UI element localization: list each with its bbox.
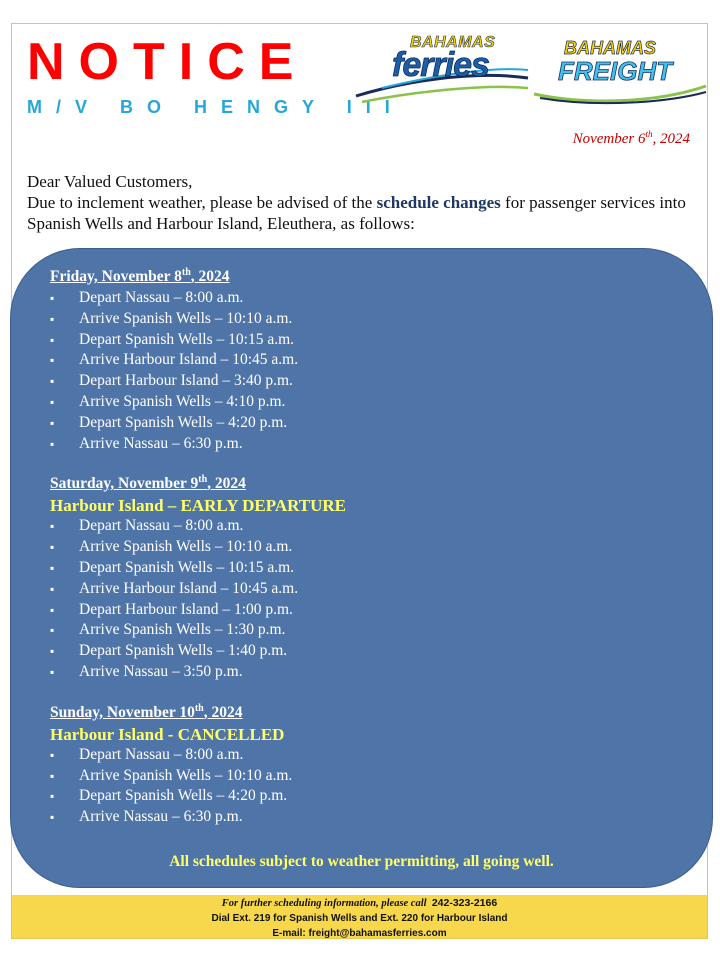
notice-title: NOTICE [27, 33, 308, 91]
ferries-logo-top: BAHAMAS [410, 34, 496, 51]
list-item: ▪ Arrive Harbour Island – 10:45 a.m. [50, 350, 690, 371]
day-heading: Friday, November 8th, 2024 [50, 266, 230, 285]
list-item: ▪ Arrive Nassau – 6:30 p.m. [50, 434, 690, 455]
bahamas-ferries-logo [352, 32, 530, 108]
list-item: ▪ Arrive Harbour Island – 10:45 a.m. [50, 579, 690, 600]
list-item: ▪ Depart Spanish Wells – 10:15 a.m. [50, 330, 690, 351]
stop-list [50, 745, 690, 828]
greeting: Dear Valued Customers, [27, 172, 193, 191]
list-item: ▪ Arrive Spanish Wells – 1:30 p.m. [50, 620, 690, 641]
footer-phone[interactable]: 242-323-2166 [431, 897, 498, 909]
footer-email[interactable]: E-mail: freight@bahamasferries.com [272, 928, 447, 939]
stop-list [50, 288, 690, 454]
list-item: ▪ Depart Spanish Wells – 4:20 p.m. [50, 413, 690, 434]
list-item: ▪ Arrive Spanish Wells – 10:10 a.m. [50, 309, 690, 330]
stop-list [50, 516, 690, 682]
schedule-day-saturday [50, 473, 690, 682]
schedule-list [50, 266, 690, 847]
day-heading: Sunday, November 10th, 2024 [50, 702, 243, 721]
list-item: ▪ Depart Spanish Wells – 4:20 p.m. [50, 786, 690, 807]
day-status: Harbour Island – EARLY DEPARTURE [50, 496, 347, 516]
list-item: ▪ Arrive Spanish Wells – 4:10 p.m. [50, 392, 690, 413]
vessel-name: M/V BO HENGY III [27, 97, 404, 117]
weather-footnote: All schedules subject to weather permitting, all going well. [169, 853, 554, 870]
list-item: ▪ Arrive Spanish Wells – 10:10 a.m. [50, 537, 690, 558]
list-item: ▪ Depart Nassau – 8:00 a.m. [50, 516, 690, 537]
list-item: ▪ Depart Nassau – 8:00 a.m. [50, 745, 690, 766]
schedule-day-sunday [50, 702, 690, 828]
freight-logo-main: FREIGHT [558, 56, 673, 86]
list-item: ▪ Arrive Nassau – 6:30 p.m. [50, 807, 690, 828]
ferries-logo-main: ferries [392, 46, 489, 84]
list-item: ▪ Depart Spanish Wells – 10:15 a.m. [50, 558, 690, 579]
intro-paragraph [27, 171, 697, 234]
notice-date: November 6th, 2024 [572, 129, 690, 147]
intro-emphasis: schedule changes [376, 193, 501, 212]
contact-footer [12, 895, 707, 938]
list-item: ▪ Depart Spanish Wells – 1:40 p.m. [50, 641, 690, 662]
day-heading: Saturday, November 9th, 2024 [50, 474, 246, 493]
freight-logo-top: BAHAMAS [564, 38, 656, 58]
footer-info-line: For further scheduling information, please call 242-323-2166 [221, 897, 498, 909]
day-status: Harbour Island - CANCELLED [50, 724, 285, 744]
list-item: ▪ Depart Harbour Island – 3:40 p.m. [50, 371, 690, 392]
footer-extensions: Dial Ext. 219 for Spanish Wells and Ext. 220 for Harbour Island [211, 913, 508, 924]
schedule-day-friday [50, 266, 690, 454]
list-item: ▪ Arrive Spanish Wells – 10:10 a.m. [50, 766, 690, 787]
list-item: ▪ Arrive Nassau – 3:50 p.m. [50, 662, 690, 683]
bahamas-freight-logo [530, 36, 708, 106]
intro-text: Due to inclement weather, please be advised of the schedule changes for passenger services into Spanish Wells and Harbour Island, Eleuthera, as follows: [27, 193, 686, 233]
list-item: ▪ Depart Harbour Island – 1:00 p.m. [50, 600, 690, 621]
list-item: ▪ Depart Nassau – 8:00 a.m. [50, 288, 690, 309]
